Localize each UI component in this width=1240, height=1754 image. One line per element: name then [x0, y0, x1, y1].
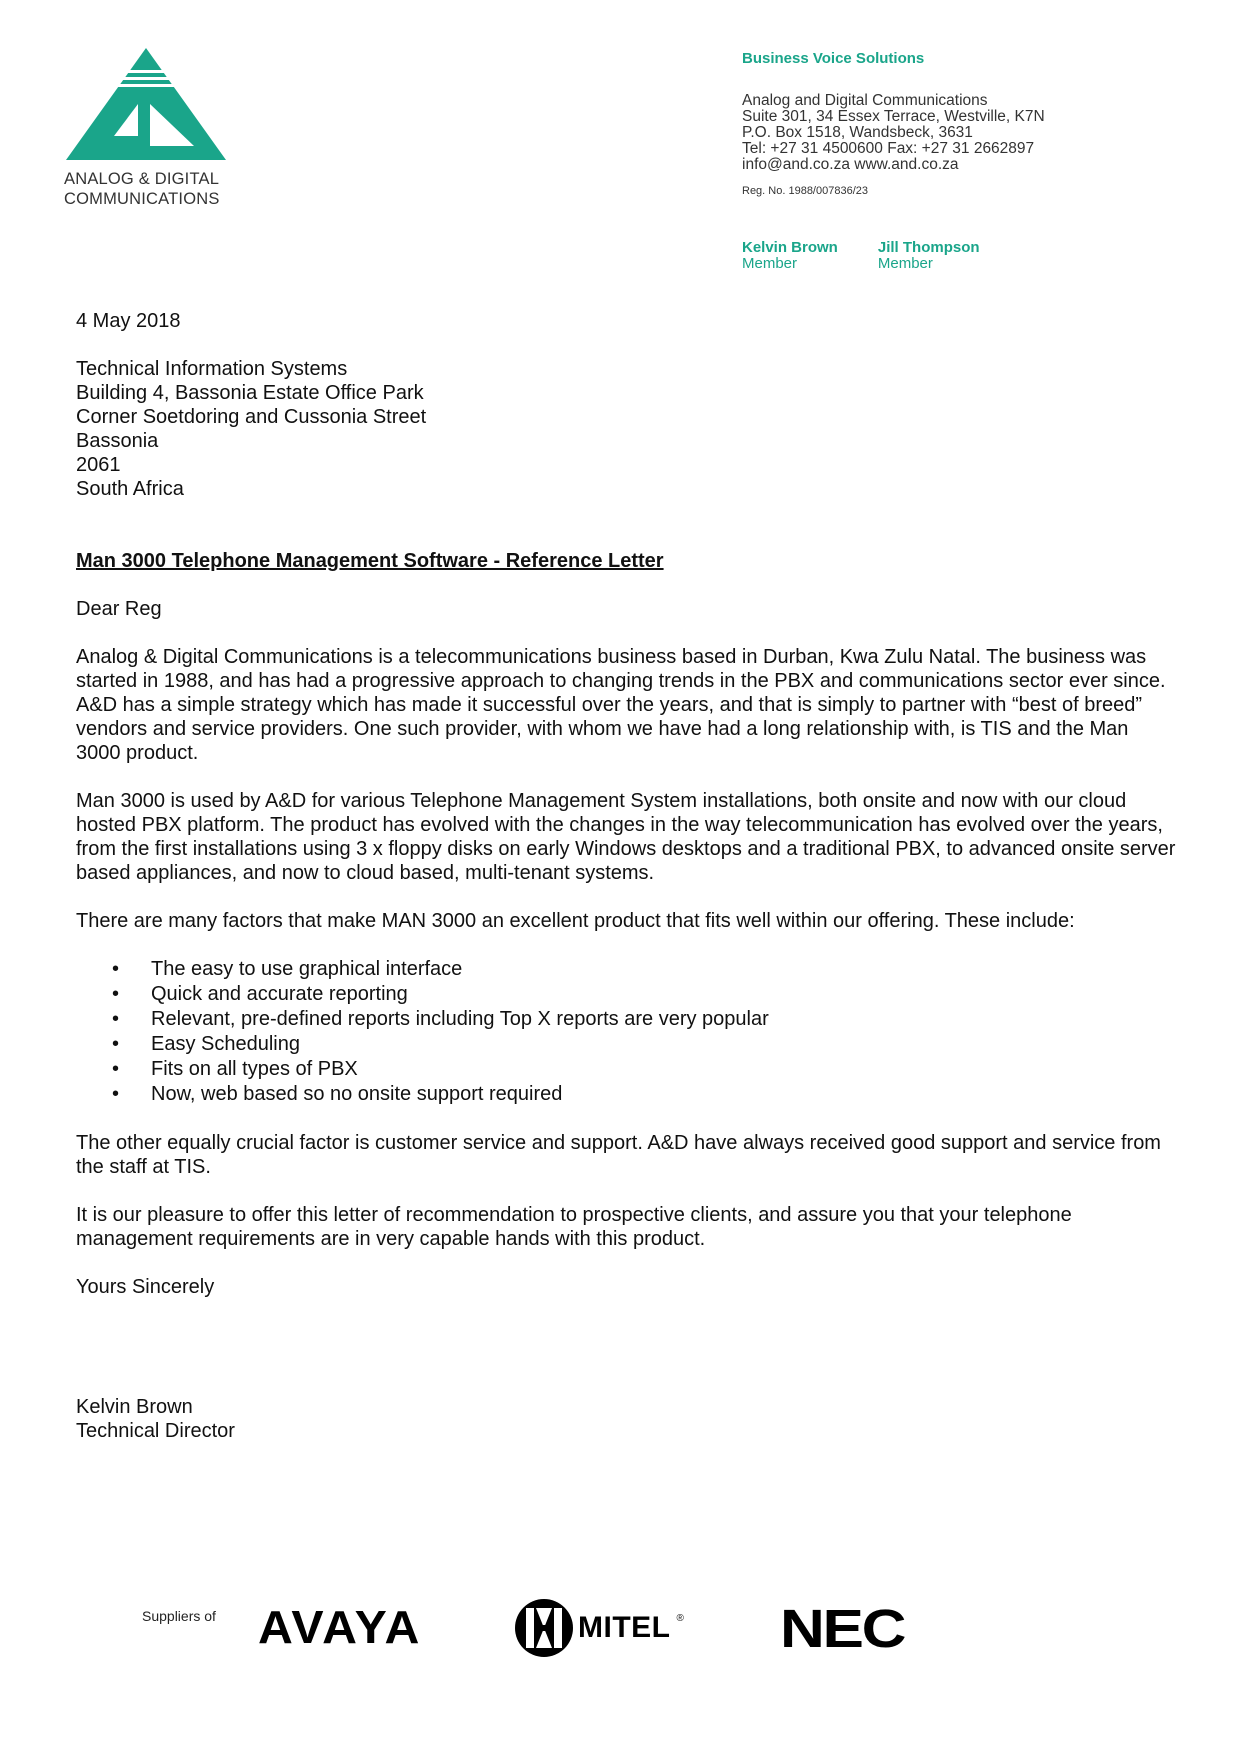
member-name: Kelvin Brown: [742, 239, 838, 256]
tagline: Business Voice Solutions: [742, 50, 925, 67]
member-role: Member: [877, 255, 933, 272]
recipient-address: [76, 357, 1176, 501]
members-list: [742, 240, 980, 272]
factors-list: [76, 957, 1176, 1107]
closing: Yours Sincerely: [76, 1276, 215, 1298]
avaya-logo: AVAYA: [258, 1601, 422, 1653]
paragraph: Man 3000 is used by A&D for various Telephone Management System installations, both onsite and now with our cloud hosted PBX platform. The product has evolved with the changes in the way telecommunication has evolved over the years, from the first installations using 3 x floppy disks on early Windows desktops and a traditional PBX, to advanced onsite server based appliances, and now to cloud based, multi-tenant systems.: [76, 790, 1176, 884]
salutation: Dear Reg: [76, 598, 162, 620]
suppliers-footer: [142, 1596, 1042, 1666]
recipient-line: Technical Information Systems: [76, 358, 348, 380]
recipient-line: Building 4, Bassonia Estate Office Park: [76, 382, 424, 404]
registration-number: Reg. No. 1988/007836/23: [742, 185, 868, 197]
recipient-line: 2061: [76, 454, 121, 476]
suppliers-label: Suppliers of: [142, 1608, 216, 1624]
letter-body: [76, 309, 1176, 1443]
paragraph: There are many factors that make MAN 3000 an excellent product that fits well within our offering. These include:: [76, 910, 1075, 932]
signatory-name: Kelvin Brown: [76, 1396, 193, 1418]
address-line: Tel: +27 31 4500600 Fax: +27 31 2662897: [742, 140, 1035, 157]
letter-date: 4 May 2018: [76, 310, 181, 332]
recipient-line: Bassonia: [76, 430, 159, 452]
registered-mark: ®: [676, 1612, 684, 1624]
paragraph: Analog & Digital Communications is a telecommunications business based in Durban, Kwa Zulu Natal. The business was started in 1988, and has had a progressive approach to changing trends in the PBX and communications sector ever since. A&D has a simple strategy which has made it successful over the years, and that is simply to partner with “best of breed” vendors and service providers. One such provider, with whom we have had a long relationship with, is TIS and the Man 3000 product.: [76, 646, 1166, 764]
company-address: [742, 93, 1045, 173]
address-line: Analog and Digital Communications: [742, 92, 988, 109]
list-item: • Easy Scheduling: [151, 1032, 1176, 1057]
logo-text-line2: COMMUNICATIONS: [64, 190, 220, 208]
list-item: • Now, web based so no onsite support required: [151, 1082, 1176, 1107]
list-item: • The easy to use graphical interface: [151, 957, 1176, 982]
mitel-wordmark: MITEL: [578, 1611, 671, 1644]
member-role: Member: [742, 255, 798, 272]
member: [878, 240, 980, 272]
member-name: Jill Thompson: [877, 239, 980, 256]
letter-subject: Man 3000 Telephone Management Software - Reference Letter: [76, 550, 664, 572]
mitel-logo: [514, 1598, 684, 1658]
letterhead-contact: [742, 50, 1045, 197]
recipient-line: Corner Soetdoring and Cussonia Street: [76, 406, 427, 428]
mitel-emblem-icon: [514, 1598, 574, 1658]
company-logo: [66, 48, 226, 209]
ad-triangle-logo-icon: [66, 48, 226, 163]
list-item: • Quick and accurate reporting: [151, 982, 1176, 1007]
member: [742, 240, 838, 272]
recipient-line: South Africa: [76, 478, 184, 500]
paragraph: The other equally crucial factor is customer service and support. A&D have always received good support and service from the staff at TIS.: [76, 1132, 1161, 1178]
list-item: • Fits on all types of PBX: [151, 1057, 1176, 1082]
address-line: P.O. Box 1518, Wandsbeck, 3631: [742, 124, 973, 141]
list-item: • Relevant, pre-defined reports including Top X reports are very popular: [151, 1007, 1176, 1032]
logo-text-line1: ANALOG & DIGITAL: [64, 170, 220, 188]
paragraph: It is our pleasure to offer this letter of recommendation to prospective clients, and assure you that your telephone management requirements are in very capable hands with this product.: [76, 1204, 1072, 1250]
address-line: Suite 301, 34 Essex Terrace, Westville, K7N: [742, 108, 1045, 125]
address-line: info@and.co.za www.and.co.za: [742, 156, 959, 173]
signatory-title: Technical Director: [76, 1420, 235, 1442]
nec-logo: NEC: [780, 1599, 905, 1659]
